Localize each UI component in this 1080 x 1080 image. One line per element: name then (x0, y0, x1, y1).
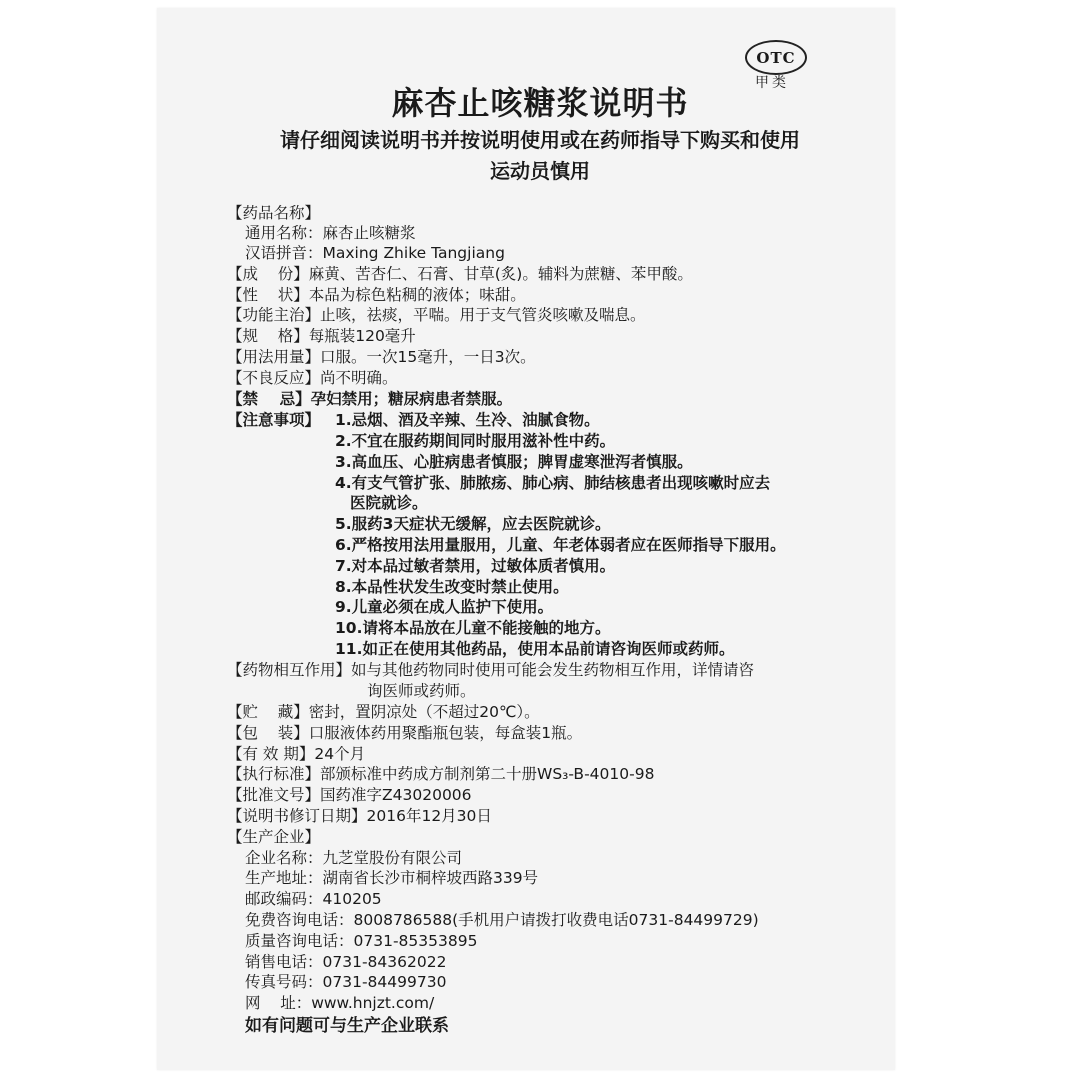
precaution-item: 11.如正在使用其他药品，使用本品前请咨询医师或药师。 (335, 640, 735, 658)
contraindications-row (227, 389, 512, 409)
manufacturer-label: 【生产企业】 (227, 828, 321, 846)
approval-label: 【批准文号】 (227, 786, 321, 804)
precautions-label: 【注意事项】 (227, 411, 321, 429)
package-value: 口服液体药用聚酯瓶包装，每盒装1瓶。 (308, 724, 583, 742)
package-label: 【包 装】 (227, 724, 309, 742)
manufacturer-postcode: 邮政编码：410205 (245, 890, 382, 908)
dosage-label: 【用法用量】 (227, 348, 321, 366)
usage-warning: 请仔细阅读说明书并按说明使用或在药师指导下购买和使用 (280, 128, 800, 152)
appearance-label: 【性 状】 (227, 286, 309, 304)
indications-row (227, 305, 646, 325)
interactions-label: 【药物相互作用】 (227, 661, 352, 679)
athlete-warning: 运动员慎用 (490, 159, 590, 183)
manufacturer-website: 网 址：www.hnjzt.com/ (245, 994, 435, 1012)
precaution-item: 5.服药3天症状无缓解，应去医院就诊。 (335, 515, 611, 533)
manufacturer-fax: 传真号码：0731-84499730 (245, 973, 447, 991)
contraindications-value: 孕妇禁用；糖尿病患者禁服。 (310, 390, 513, 408)
appearance-value: 本品为棕色粘稠的液体；味甜。 (308, 286, 526, 304)
indications-value: 止咳，祛痰，平喘。用于支气管炎咳嗽及喘息。 (320, 306, 646, 324)
dosage-value: 口服。一次15毫升，一日3次。 (320, 348, 536, 366)
expiry-value: 24个月 (314, 745, 366, 763)
revision-date-row (227, 806, 492, 826)
precaution-item: 1.忌烟、酒及辛辣、生冷、油腻食物。 (335, 411, 600, 429)
specification-value: 每瓶装120毫升 (308, 327, 416, 345)
precaution-item: 3.高血压、心脏病患者慎服；脾胃虚寒泄泻者慎服。 (335, 453, 693, 471)
manufacturer-hotline: 免费咨询电话：8008786588(手机用户请拨打收费电话0731-84499729) (245, 911, 759, 929)
expiry-row (227, 744, 365, 764)
manufacturer-company: 企业名称：九芝堂股份有限公司 (245, 849, 463, 867)
otc-badge (745, 40, 807, 75)
standard-row (227, 764, 654, 784)
ingredients-label: 【成 份】 (227, 265, 309, 283)
document-title: 麻杏止咳糖浆说明书 (391, 84, 689, 122)
revision-date-value: 2016年12月30日 (366, 807, 492, 825)
precaution-item: 4.有支气管扩张、肺脓疡、肺心病、肺结核患者出现咳嗽时应去 (335, 474, 771, 492)
otc-class-label: 甲类 (755, 75, 789, 91)
precaution-item: 9.儿童必须在成人监护下使用。 (335, 598, 554, 616)
approval-row (227, 785, 472, 805)
contraindications-label: 【禁 忌】 (227, 390, 311, 408)
interactions-value-continued: 询医师或药师。 (367, 682, 476, 700)
interactions-row (227, 660, 754, 680)
otc-badge-text: OTC (756, 48, 796, 67)
drug-name-section-label: 【药品名称】 (227, 204, 321, 222)
interactions-value: 如与其他药物同时使用可能会发生药物相互作用，详情请咨 (351, 661, 755, 679)
adverse-reactions-row (227, 368, 398, 388)
storage-row (227, 702, 540, 722)
appearance-row (227, 285, 526, 305)
precaution-item-continued: 医院就诊。 (350, 494, 428, 512)
standard-value: 部颁标准中药成方制剂第二十册WS₃-B-4010-98 (320, 765, 655, 783)
ingredients-value: 麻黄、苦杏仁、石膏、甘草(炙)。辅料为蔗糖、苯甲酸。 (308, 265, 693, 283)
adverse-reactions-value: 尚不明确。 (320, 369, 398, 387)
manufacturer-sales-phone: 销售电话：0731-84362022 (245, 953, 447, 971)
indications-label: 【功能主治】 (227, 306, 321, 324)
specification-row (227, 326, 416, 346)
footer-contact-note: 如有问题可与生产企业联系 (245, 1016, 449, 1036)
storage-value: 密封，置阴凉处（不超过20℃）。 (308, 703, 540, 721)
manufacturer-quality-phone: 质量咨询电话：0731-85353895 (245, 932, 478, 950)
common-name: 通用名称：麻杏止咳糖浆 (245, 224, 416, 242)
precaution-item: 10.请将本品放在儿童不能接触的地方。 (335, 619, 611, 637)
specification-label: 【规 格】 (227, 327, 309, 345)
expiry-label: 【有 效 期】 (227, 745, 315, 763)
adverse-reactions-label: 【不良反应】 (227, 369, 321, 387)
manufacturer-address: 生产地址：湖南省长沙市桐梓坡西路339号 (245, 869, 539, 887)
dosage-row (227, 347, 536, 367)
ingredients-row (227, 264, 693, 284)
precaution-item: 2.不宜在服药期间同时服用滋补性中药。 (335, 432, 616, 450)
pinyin-name: 汉语拼音：Maxing Zhike Tangjiang (245, 244, 505, 262)
revision-date-label: 【说明书修订日期】 (227, 807, 367, 825)
standard-label: 【执行标准】 (227, 765, 321, 783)
precaution-item: 7.对本品过敏者禁用，过敏体质者慎用。 (335, 557, 616, 575)
storage-label: 【贮 藏】 (227, 703, 309, 721)
package-row (227, 723, 582, 743)
precaution-item: 8.本品性状发生改变时禁止使用。 (335, 578, 569, 596)
precaution-item: 6.严格按用法用量服用，儿童、年老体弱者应在医师指导下服用。 (335, 536, 786, 554)
approval-value: 国药准字Z43020006 (320, 786, 472, 804)
